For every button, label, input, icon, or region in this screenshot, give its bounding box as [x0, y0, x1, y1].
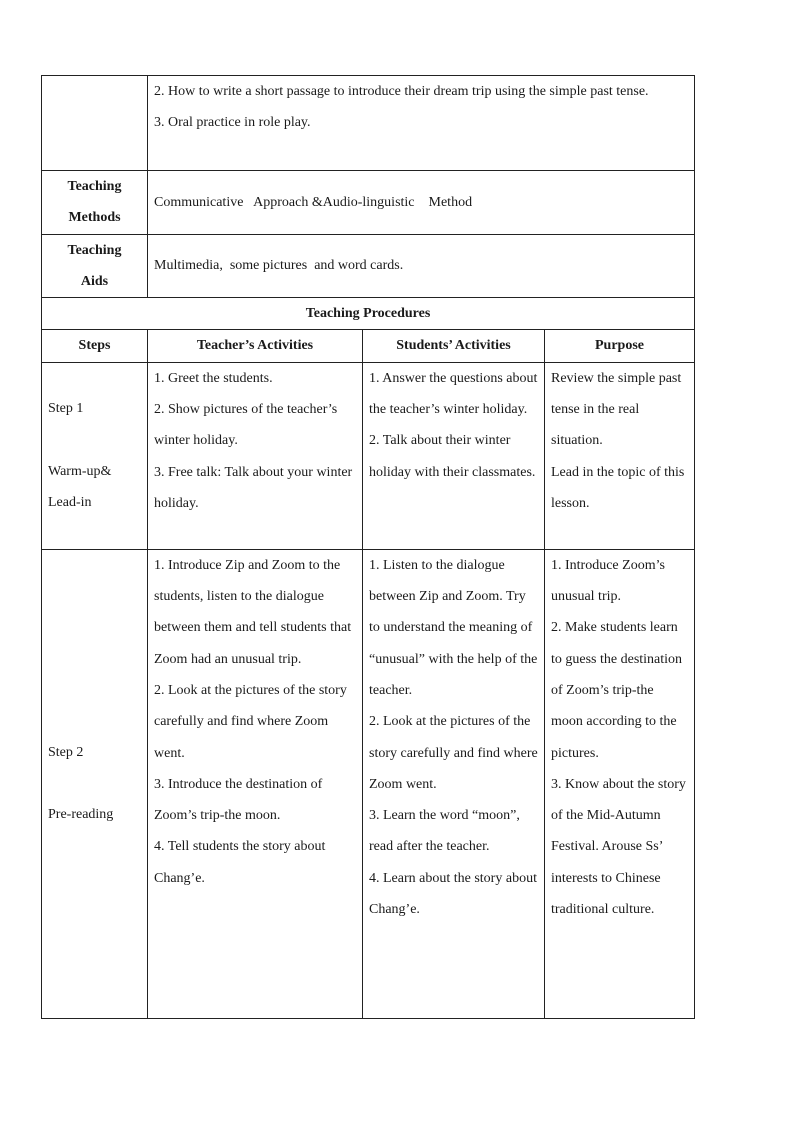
step-1-purpose-cell	[545, 362, 695, 549]
objective-item: 3. Oral practice in role play.	[154, 115, 311, 131]
student-activity: 2. Talk about their winter holiday with their classmates.	[369, 433, 536, 480]
objectives-cell	[148, 76, 695, 171]
teacher-activity: 2. Show pictures of the teacher’s winter holiday.	[154, 402, 338, 449]
header-students-activities: Students’ Activities	[363, 330, 545, 362]
teaching-methods-row	[42, 171, 695, 235]
purpose-item: 2. Make students learn to guess the destination of Zoom’s trip-the moon according to the pictures.	[551, 620, 683, 761]
student-activity: 2. Look at the pictures of the story carefully and find where Zoom went.	[369, 714, 538, 792]
teacher-activity: 1. Greet the students.	[154, 370, 273, 386]
step-1-teacher-cell	[148, 362, 363, 549]
procedures-title-row	[42, 298, 695, 330]
procedures-header-row	[42, 330, 695, 362]
student-activity: 4. Learn about the story about Chang’e.	[369, 870, 537, 918]
header-steps: Steps	[42, 330, 148, 362]
purpose-item: Lead in the topic of this lesson.	[551, 464, 685, 511]
step-number: Step 1	[48, 401, 84, 417]
teaching-aids-value: Multimedia, some pictures and word cards.	[148, 234, 695, 298]
step-1-label-cell	[42, 362, 148, 549]
purpose-item: 3. Know about the story of the Mid-Autumn Festival. Arouse Ss’ interests to Chinese traditional culture.	[551, 776, 686, 918]
step-number: Step 2	[48, 744, 84, 760]
objectives-row	[42, 76, 695, 171]
student-activity: 1. Listen to the dialogue between Zip and Zoom. Try to understand the meaning of “unusual” with the help of the teacher.	[369, 557, 538, 698]
teacher-activity: 4. Tell students the story about Chang’e.	[154, 839, 326, 886]
objective-item: 2. How to write a short passage to introduce their dream trip using the simple past tense.	[154, 84, 649, 99]
step-2-students-cell	[363, 549, 545, 1018]
teaching-methods-label: Teaching Methods	[42, 171, 148, 235]
header-purpose: Purpose	[545, 330, 695, 362]
step-2-purpose-cell	[545, 549, 695, 1018]
student-activity: 3. Learn the word “moon”, read after the teacher.	[369, 808, 520, 855]
step-2-label-cell	[42, 549, 148, 1018]
teacher-activity: 1. Introduce Zip and Zoom to the students, listen to the dialogue between them and tell students that Zoom had an unusual trip.	[154, 557, 352, 667]
teacher-activity: 3. Introduce the destination of Zoom’s trip-the moon.	[154, 776, 323, 824]
step-1-row	[42, 362, 695, 549]
teaching-aids-label: Teaching Aids	[42, 234, 148, 298]
teaching-methods-value: Communicative Approach &Audio-linguistic Method	[148, 171, 695, 235]
step-phase: Warm-up& Lead-in	[48, 463, 112, 511]
student-activity: 1. Answer the questions about the teacher’s winter holiday.	[369, 370, 538, 418]
procedures-title: Teaching Procedures	[42, 298, 695, 330]
step-2-teacher-cell	[148, 549, 363, 1018]
purpose-item: 1. Introduce Zoom’s unusual trip.	[551, 557, 665, 605]
objectives-label-cell	[42, 76, 148, 171]
teaching-aids-row	[42, 234, 695, 298]
step-2-row	[42, 549, 695, 1018]
step-1-students-cell	[363, 362, 545, 549]
lesson-plan-table	[41, 75, 695, 1019]
step-phase: Pre-reading	[48, 807, 114, 823]
teacher-activity: 2. Look at the pictures of the story carefully and find where Zoom went.	[154, 682, 347, 761]
header-teacher-activities: Teacher’s Activities	[148, 330, 363, 362]
purpose-item: Review the simple past tense in the real situation.	[551, 370, 682, 449]
teacher-activity: 3. Free talk: Talk about your winter holiday.	[154, 464, 353, 511]
